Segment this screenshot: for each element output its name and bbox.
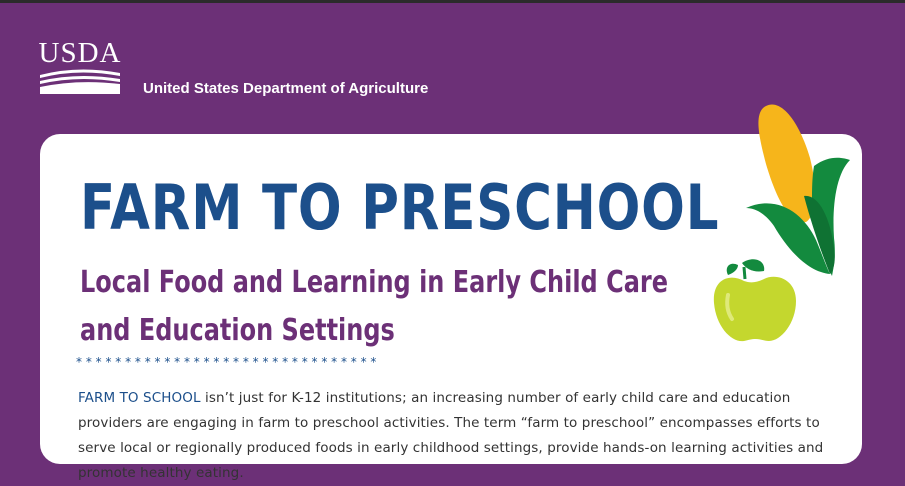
page-title: FARM TO PRESCHOOL xyxy=(80,171,720,244)
intro-paragraph xyxy=(78,386,838,486)
apple-icon xyxy=(708,255,804,347)
top-border xyxy=(0,0,905,3)
star-divider: * * * * * * * * * * * * * * * * * * * * * * * * * * * * * * * xyxy=(76,355,377,369)
subtitle-line-2: and Education Settings xyxy=(80,313,395,348)
corn-icon xyxy=(738,98,858,278)
page-subtitle xyxy=(80,259,668,355)
agency-name: United States Department of Agriculture xyxy=(143,80,429,97)
usda-logo[interactable] xyxy=(38,38,122,96)
body-text: isn’t just for K-12 institutions; an increasing number of early child care and education providers are engaging in farm to preschool activities. The term “farm to preschool” encompasses efforts to serve local or regionally produced foods in early childhood settings, provide hands-on learning activities and promote healthy eating. xyxy=(78,390,824,481)
body-lead: FARM TO SCHOOL xyxy=(78,390,201,406)
logo-text: USDA xyxy=(38,37,122,69)
subtitle-line-1: Local Food and Learning in Early Child Care xyxy=(80,265,668,300)
logo-field-icon xyxy=(38,67,122,96)
